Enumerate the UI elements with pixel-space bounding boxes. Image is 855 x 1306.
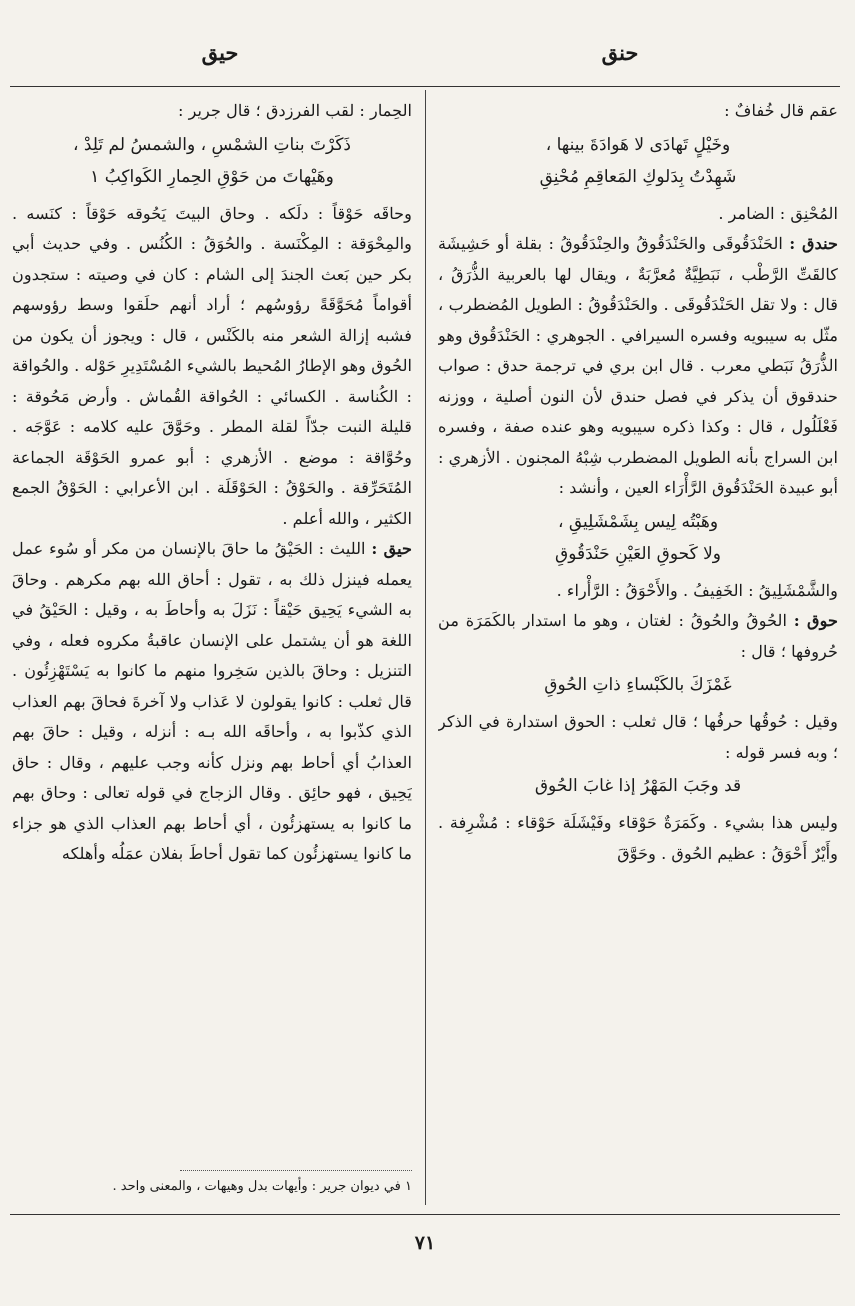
paragraph: وقيل : حُوقُها حرفُها ؛ قال ثعلب : الحوق استدارة في الذكر ؛ وبه فسر قوله : <box>438 712 838 762</box>
verse-line: ولا كَحوقِ العَيْنِ حَنْدَقُوقِ <box>555 543 721 564</box>
paragraph: الحِمار : لقب الفرزدق ؛ قال جرير : <box>177 101 412 120</box>
footnote: ١ في ديوان جرير : وأيهات بدل وهيهات ، والمعنى واحد . <box>112 1179 412 1194</box>
footer-rule <box>10 1214 840 1215</box>
verse-line: وخَيْلٍ تَهادَى لا هَوادَةَ بينها ، <box>545 134 731 155</box>
right-column <box>438 96 838 1208</box>
entry-text: الحَنْدَقُوقَى والحَنْدَقُوقُ والحِنْدَقُوقُ : بقلة أو حَشِيشَة كالقَتِّ الرَّطْب ، نَبَطِيَّةٌ مُعرَّبَةٌ ، ويقال لها بالعربية الذُّرَقُ ، قال : ولا تقل الحَنْدَقُوقَى . والحَنْدَقُوقُ : الطويل المُضطرب ، مثّل به سيبويه وفسره السيرافي . الجوهري : الحَنْدَقُوق وهو الذُّرَقُ نَبَطي معرب . قال ابن بري في ترجمة حدق : صواب حندقوق أن يذكر في فصل حندق لأن النون أصلية ، ووزنه فَعْلَلُول ، قال : وكذا ذكره سيبويه وهو عنده صفة ، وفسره ابن السراج بأنه الطويل المضطرب شِبْهُ المجنون . الأزهري : أبو عبيدة الحَنْدَقُوق الرَّأْرَاء العين ، وأنشد : <box>438 234 838 497</box>
verse <box>438 506 838 570</box>
entry-text: الحُوقُ والحُوقُ : لغتان ، وهو ما استدار بالكَمَرَة من حُروفها ؛ قال : <box>438 611 838 661</box>
verse-line: قد وجَبَ المَهْرُ إذا غابَ الحُوق <box>534 776 742 796</box>
paragraph: والشَّمْشَلِيقُ : الخَفِيفُ . والأَحْوَقُ : الرَّأْراء . <box>556 580 838 600</box>
header-rule <box>10 86 840 87</box>
entry-paragraph <box>438 229 838 504</box>
verse <box>12 129 412 193</box>
entry-paragraph <box>12 534 412 870</box>
entry-headword: حندق : <box>789 234 838 253</box>
verse <box>438 129 838 193</box>
left-column <box>12 96 412 1171</box>
footnote-rule <box>180 1170 412 1171</box>
verse <box>438 770 838 802</box>
paragraph: وحاقَه حَوْقاً : دلَكه . وحاق البيتَ يَحُوقه حَوْقاً : كنَسه . والمِحْوَقة : المِكْنَسة . والحُوَقُ : الكُنُس . وفي حديث أبي بكر حين بَعث الجندَ إلى الشام : كان في وصيته : ستجدون أقواماً مُحَوَّقَةً رؤوسُهم ؛ أراد أنهم حلَقوا وسط رؤوسهم فشبه إزالة الشعر منه بالكَنْس ، قال : ويجوز أن يكون من الحُوق وهو الإطارُ المُحيط بالشيء المُسْتَدِيرِ حَوْله . والحُواقة : الكُناسة . الكسائي : الحُواقة القُماش . وأرض مَحُوقة : قليلة النبت جدّاً لقلة المطر . وحَوَّقَ عليه كلامه : عَوَّجَه . وحُوَّاقة : موضع . الأزهري : أبو عمرو الحَوْقَة الجماعة المُتَحَرِّقة . والحَوْقُ : الحَوْقَلَة . ابن الأعرابي : الحَوْقُ الجمع الكثير ، والله أعلم . <box>12 203 412 528</box>
verse-line: شَهِدْتُ بِدَلوكِ المَعاقِمِ مُحْنِقِ <box>539 166 737 187</box>
paragraph: وليس هذا بشيء . وكَمَرَةٌ حَوْقاء وفَيْشَلَة حَوْقاء : مُشْرِفة . وأَيْرٌ أَحْوَقُ : عظيم الحُوق . وحَوَّقَ <box>438 813 838 863</box>
paragraph: المُحْنِق : الضامر . <box>718 203 838 223</box>
paragraph: عقم قال خُفافٌ : <box>724 101 838 120</box>
entry-headword: حيق : <box>371 539 412 558</box>
entry-paragraph <box>438 606 838 667</box>
verse-line: وهَيْهاتَ من حَوْقِ الحِمارِ الكَواكِبُ ١ <box>90 166 334 187</box>
entry-text: الليث : الحَيْقُ ما حاقَ بالإنسان من مكر أو سُوء عمل يعمله فينزل ذلك به ، تقول : أحاق الله بهم مكرهم . وحاقَ به الشيء يَحِيق حَيْقاً : نَزَلَ به وأحاطَ به ، وقيل : الحَيْقُ في اللغة هو أن يشتمل على الإنسان عاقبةُ مكروه فعله ، وفي التنزيل : وحاقَ بالذين سَخِروا منهم ما كانوا به يَسْتَهْزِئُون . قال ثعلب : كانوا يقولون لا عَذاب ولا آخرةَ فحاقَ بهم العذاب الذي كذّبوا به ، وأحاقَه الله بـه : أنزله ، وقيل : حاقَ بهم العذابُ أي أحاط بهم ونزل كأنه وجب عليهم ، وقال : حاق يَحِيق ، فهو حائِق . وقال الزجاج في قوله تعالى : وحاق بهم ما كانوا به يستهزئُون ، أي أحاط بهم العذاب الذي هو جزاء ما كانوا يستهزئُون كما تقول أحاطَ بفلان عمَلُه وأهلكه <box>12 539 412 863</box>
verse-line: وهَبْتُه لِيس بِشَمْشَلِيقِ ، <box>557 511 719 532</box>
verse <box>438 669 838 701</box>
running-header-left: حيق <box>201 40 239 65</box>
page-number: ٧١ <box>414 1232 436 1254</box>
running-header-right: حنق <box>601 40 639 65</box>
verse-line: ذَكَرْتَ بناتِ الشمْسِ ، والشمسُ لم تَلِدْ ، <box>72 134 352 155</box>
entry-headword: حوق : <box>793 611 838 630</box>
verse-line: غَمْزَكَ بالكَبْساءِ ذاتِ الحُوقِ <box>544 675 732 695</box>
column-divider <box>425 90 426 1205</box>
